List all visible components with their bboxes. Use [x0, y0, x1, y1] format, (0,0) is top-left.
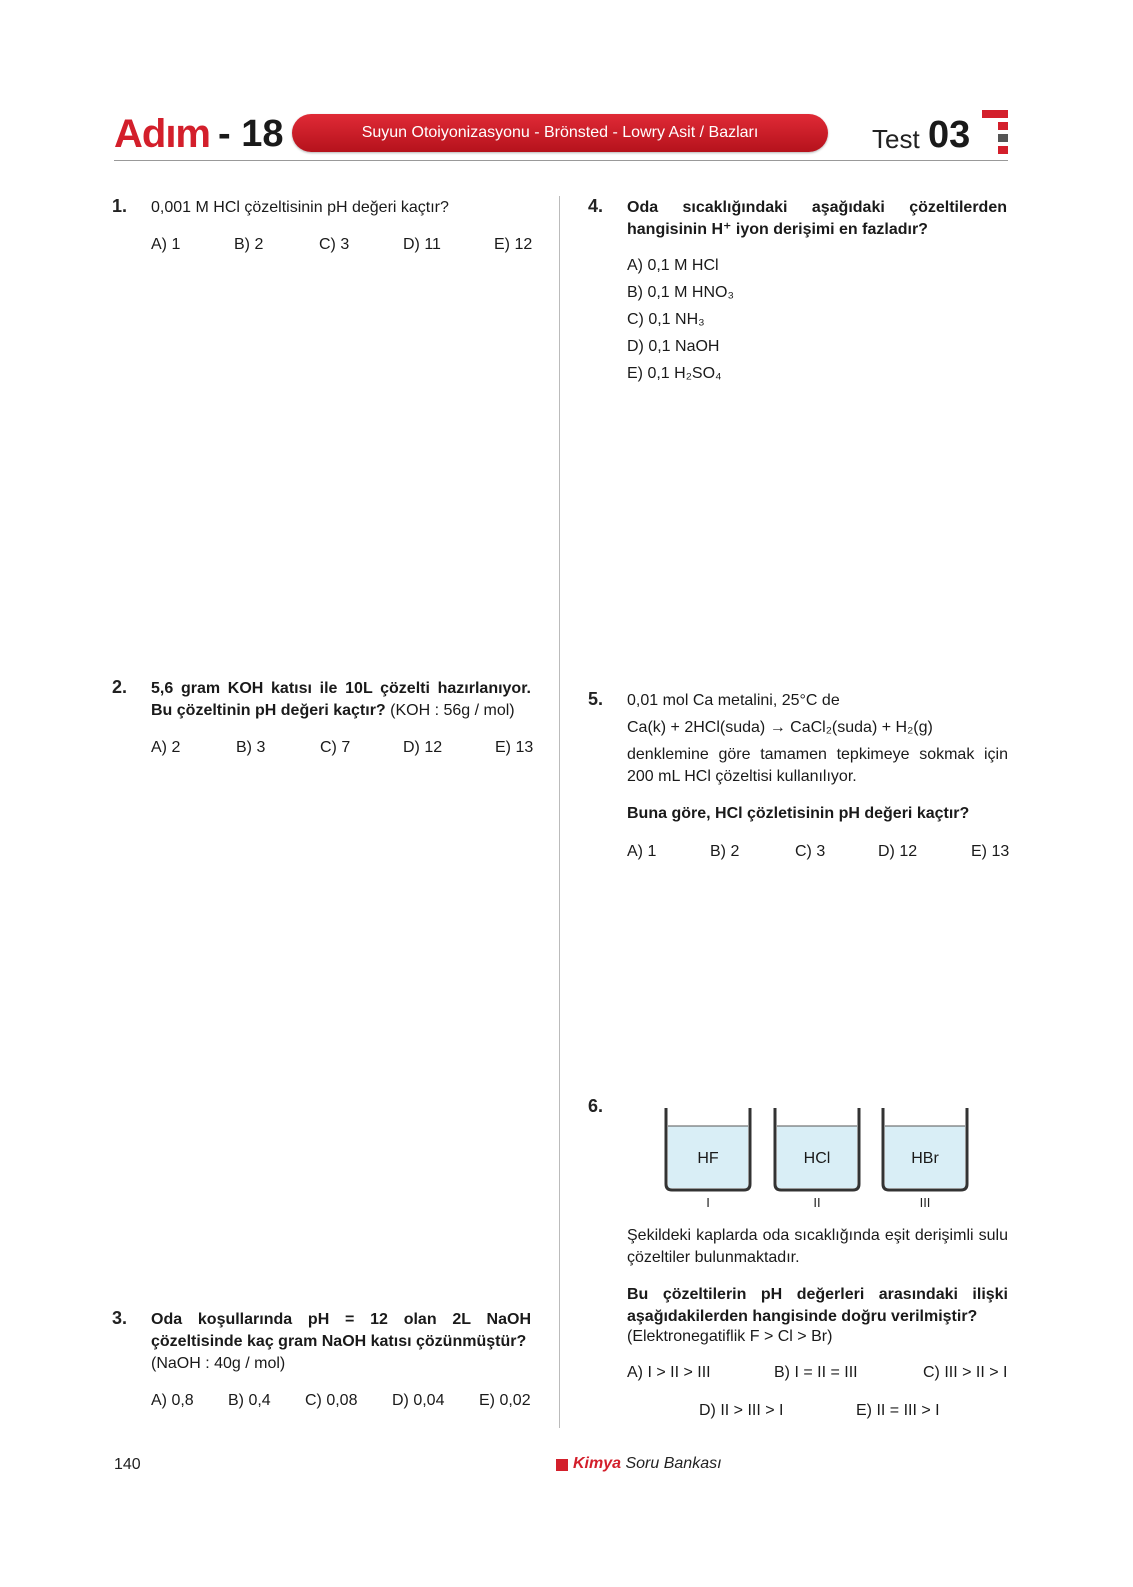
option-b[interactable]: B) 2: [710, 843, 740, 860]
option-d[interactable]: D) 12: [878, 843, 918, 860]
step-number: - 18: [218, 113, 284, 155]
question-text: [151, 1309, 531, 1375]
option-c[interactable]: C) 3: [319, 236, 350, 253]
option-a[interactable]: A) 2: [151, 739, 181, 756]
beaker-label: HF: [697, 1150, 719, 1167]
option-c[interactable]: C) 0,1 NH₃: [627, 311, 705, 328]
option-c[interactable]: C) 7: [320, 739, 351, 756]
topic-banner: Suyun Otoiyonizasyonu - Brönsted - Lowry Asit / Bazları: [292, 114, 828, 152]
question-number: 6.: [588, 1096, 604, 1116]
option-e[interactable]: E) 0,02: [479, 1392, 531, 1409]
beaker-roman: I: [706, 1195, 710, 1210]
option-e[interactable]: E) 13: [971, 843, 1010, 860]
question-text: denklemine göre tamamen tepkimeye sokmak için 200 mL HCl çözeltisi kullanılıyor.: [627, 746, 1008, 785]
option-e[interactable]: E) 0,1 H₂SO₄: [627, 365, 722, 382]
question-bold-text: 5,6 gram KOH katısı ile 10L çözelti hazırlanıyor. Bu çözeltinin pH değeri kaçtır?: [151, 680, 531, 719]
option-a[interactable]: A) 1: [627, 843, 657, 860]
question-bold-text: Oda koşullarında pH = 12 olan 2L NaOH çözeltisinde kaç gram NaOH katısı çözünmüştür?: [151, 1311, 531, 1350]
beaker-roman: II: [813, 1195, 821, 1210]
test-number: 03: [928, 114, 971, 156]
reaction-equation: Ca(k) + 2HCl(suda) → CaCl₂(suda) + H₂(g): [627, 719, 933, 736]
option-a[interactable]: A) 0,1 M HCl: [627, 257, 719, 274]
beaker-hbr: [881, 1108, 969, 1192]
option-c[interactable]: C) III > II > I: [923, 1364, 1008, 1381]
electronegativity-note: (Elektronegatiflik F > Cl > Br): [627, 1328, 833, 1345]
option-b[interactable]: B) I = II = III: [774, 1364, 858, 1381]
option-e[interactable]: E) II = III > I: [856, 1402, 940, 1419]
question-intro: 0,01 mol Ca metalini, 25°C de: [627, 692, 840, 709]
option-b[interactable]: B) 0,1 M HNO₃: [627, 284, 734, 301]
question-text: [151, 678, 531, 722]
option-d[interactable]: D) 0,04: [392, 1392, 445, 1409]
molar-mass-note: (KOH : 56g / mol): [390, 702, 515, 719]
option-d[interactable]: D) 12: [403, 739, 443, 756]
option-a[interactable]: A) 1: [151, 236, 181, 253]
book-title: [573, 1455, 722, 1473]
option-b[interactable]: B) 2: [234, 236, 264, 253]
option-c[interactable]: C) 0,08: [305, 1392, 358, 1409]
book-name: Soru Bankası: [625, 1455, 722, 1472]
question-number: 2.: [112, 677, 128, 697]
footer-square-icon: [556, 1459, 568, 1471]
brand-word: Adım: [114, 112, 210, 156]
question-text: 0,001 M HCl çözeltisinin pH değeri kaçtır?: [151, 199, 449, 216]
option-d[interactable]: D) 0,1 NaOH: [627, 338, 720, 355]
option-a[interactable]: A) I > II > III: [627, 1364, 711, 1381]
brand-logo: [114, 112, 284, 156]
question-prompt: Buna göre, HCl çözletisinin pH değeri kaçtır?: [627, 805, 970, 822]
option-c[interactable]: C) 3: [795, 843, 826, 860]
page-number: 140: [114, 1456, 141, 1473]
question-number: 1.: [112, 196, 128, 216]
question-text: Oda sıcaklığındaki aşağıdaki çözeltilerden hangisinin H⁺ iyon derişimi en fazladır?: [627, 199, 1007, 238]
question-prompt: Bu çözeltilerin pH değerleri arasındaki ilişki aşağıdakilerden hangisinde doğru verilmiştir?: [627, 1286, 1008, 1325]
option-d[interactable]: D) 11: [403, 236, 441, 253]
beaker-label: HCl: [803, 1150, 831, 1167]
subject-name: Kimya: [573, 1455, 622, 1472]
column-divider: [559, 196, 560, 1428]
question-number: 5.: [588, 689, 604, 709]
option-d[interactable]: D) II > III > I: [699, 1402, 784, 1419]
test-label: Test: [872, 124, 920, 154]
header-divider: [114, 160, 1008, 161]
option-b[interactable]: B) 3: [236, 739, 266, 756]
question-number: 3.: [112, 1308, 128, 1328]
option-a[interactable]: A) 0,8: [151, 1392, 194, 1409]
beaker-hcl: [773, 1108, 861, 1192]
option-e[interactable]: E) 12: [494, 236, 533, 253]
beaker-label: HBr: [911, 1150, 939, 1167]
beaker-hf: [664, 1108, 752, 1192]
beaker-roman: III: [919, 1195, 931, 1210]
molar-mass-note: (NaOH : 40g / mol): [151, 1355, 286, 1372]
question-number: 4.: [588, 196, 604, 216]
option-b[interactable]: B) 0,4: [228, 1392, 271, 1409]
question-text: Şekildeki kaplarda oda sıcaklığında eşit derişimli sulu çözeltiler bulunmaktadır.: [627, 1227, 1008, 1266]
option-e[interactable]: E) 13: [495, 739, 534, 756]
publisher-logo-icon: [982, 110, 1008, 154]
